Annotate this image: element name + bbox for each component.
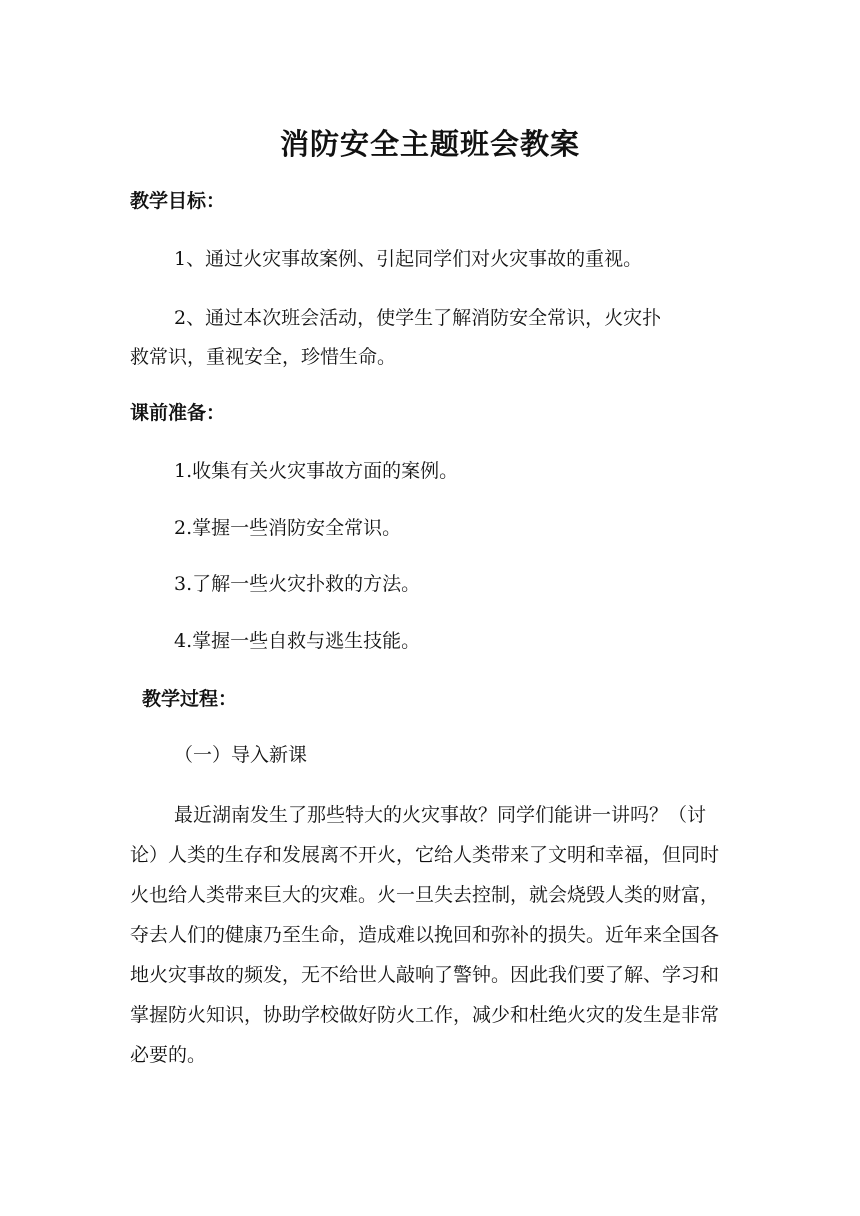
objective-item-1: 1、通过火灾事故案例、引起同学们对火灾事故的重视。 (174, 248, 643, 270)
page-title: 消防安全主题班会教案 (279, 127, 580, 161)
preparation-heading: 课前准备： (130, 402, 226, 424)
process-paragraph: 最近湖南发生了那些特大的火灾事故？同学们能讲一讲吗？（讨论）人类的生存和发展离不开火，它给人类带来了文明和幸福，但同时火也给人类带来巨大的灾难。火一旦失去控制，就会烧毁人类的财富，夺去人们的健康乃至生命，造成难以挽回和弥补的损失。近年来全国各地火灾事故的频发，无不给世人敲响了警钟。因此我们要了解、学习和掌握防火知识，协助学校做好防火工作，减少和杜绝火灾的发生是非常必要的。 (130, 804, 720, 1066)
process-heading: 教学过程： (142, 688, 238, 710)
objective-item-2: 2、通过本次班会活动，使学生了解消防安全常识，火灾扑 (174, 307, 662, 329)
process-subheading: （一）导入新课 (174, 744, 308, 766)
preparation-item-2: 2.掌握一些消防安全常识。 (174, 517, 402, 539)
objectives-heading: 教学目标： (130, 190, 226, 212)
preparation-item-4: 4.掌握一些自救与逃生技能。 (174, 630, 421, 652)
preparation-item-1: 1.收集有关火灾事故方面的案例。 (174, 460, 459, 482)
objective-item-2-continued: 救常识，重视安全，珍惜生命。 (130, 346, 397, 368)
preparation-item-3: 3.了解一些火灾扑救的方法。 (174, 573, 421, 595)
